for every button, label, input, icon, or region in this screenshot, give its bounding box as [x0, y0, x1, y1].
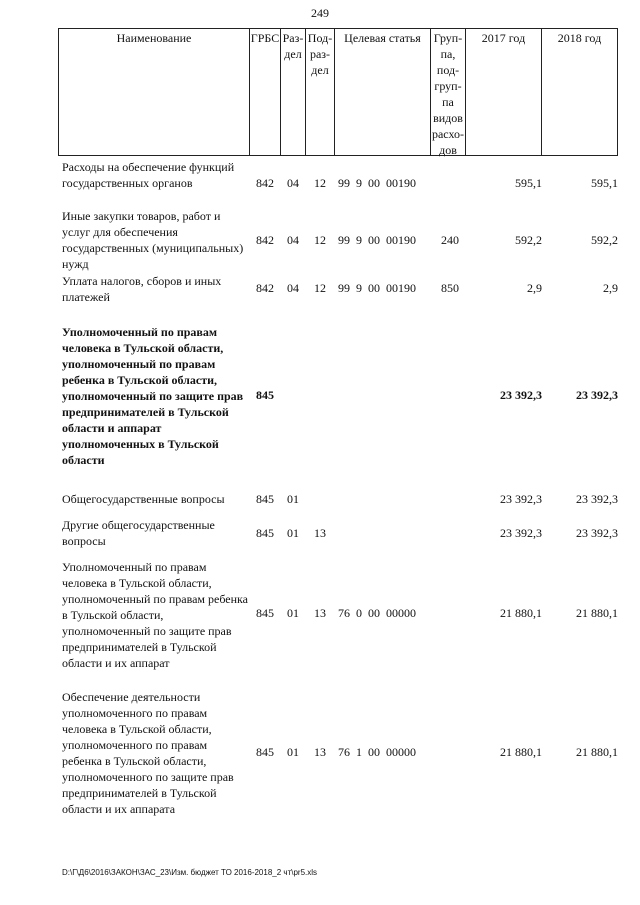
row-2017: 21 880,1 [500, 606, 542, 620]
row-grbs: 842 [256, 233, 274, 247]
row-2018: 592,2 [591, 233, 618, 247]
header-name: Наименование [116, 31, 192, 45]
row-grbs: 842 [256, 281, 274, 295]
header-year2-cell [541, 28, 618, 156]
row-podrazdel: 13 [314, 526, 326, 540]
row-target: 76 1 00 00000 [338, 745, 416, 759]
row-grbs: 845 [256, 606, 274, 620]
row-grbs: 845 [256, 526, 274, 540]
row-name: Обеспечение деятельности уполномоченного по правам человека в Тульской области, уполномоченного по правам ребенка в Тульской области, уполномоченного по защите прав предпринимателей в Тульской области и их аппарата [62, 690, 234, 816]
row-target: 99 9 00 00190 [338, 281, 416, 295]
row-2018: 21 880,1 [576, 606, 618, 620]
header-target: Целевая статья [344, 31, 421, 45]
header-group-cell [430, 28, 466, 156]
header-grbs: ГРБС [250, 31, 280, 45]
header-name-cell [58, 28, 250, 156]
row-2018: 21 880,1 [576, 745, 618, 759]
row-podrazdel: 13 [314, 606, 326, 620]
header-podrazdel-cell [305, 28, 335, 156]
row-razdel: 01 [287, 492, 299, 506]
header-grbs-cell [249, 28, 281, 156]
header-podrazdel: Под- раз- дел [307, 31, 333, 77]
footer-file-path: D:\Г\Д6\2016\ЗАКОН\ЗАС_23\Изм. бюджет ТО 2016-2018_2 чт\pr5.xls [62, 868, 318, 877]
header-target-cell [334, 28, 431, 156]
row-name: Иные закупки товаров, работ и услуг для обеспечения государственных (муниципальных) нужд [62, 209, 244, 271]
row-2018: 23 392,3 [576, 526, 618, 540]
header-razdel-cell [280, 28, 306, 156]
row-name: Расходы на обеспечение функций государственных органов [62, 160, 235, 190]
row-2018: 595,1 [591, 176, 618, 190]
header-year1: 2017 год [481, 31, 526, 45]
row-grbs: 845 [256, 492, 274, 506]
row-2018: 23 392,3 [576, 388, 618, 402]
row-name: Другие общегосударственные вопросы [62, 518, 215, 548]
page-number: 249 [311, 6, 329, 20]
row-2018: 2,9 [603, 281, 618, 295]
row-group: 240 [441, 233, 459, 247]
row-razdel: 04 [287, 176, 299, 190]
row-2017: 592,2 [515, 233, 542, 247]
row-group: 850 [441, 281, 459, 295]
row-target: 76 0 00 00000 [338, 606, 416, 620]
row-name: Уплата налогов, сборов и иных платежей [62, 274, 222, 304]
row-razdel: 01 [287, 606, 299, 620]
row-2017: 2,9 [527, 281, 542, 295]
row-grbs: 842 [256, 176, 274, 190]
header-year2: 2018 год [557, 31, 602, 45]
row-podrazdel: 12 [314, 176, 326, 190]
row-grbs: 845 [256, 745, 274, 759]
row-podrazdel: 13 [314, 745, 326, 759]
row-2017: 595,1 [515, 176, 542, 190]
row-2018: 23 392,3 [576, 492, 618, 506]
row-razdel: 01 [287, 526, 299, 540]
row-name: Уполномоченный по правам человека в Тульской области, уполномоченный по правам ребенка в Тульской области, уполномоченный по защите прав предпринимателей в Тульской области и их аппарат [62, 560, 249, 670]
row-razdel: 01 [287, 745, 299, 759]
row-target: 99 9 00 00190 [338, 176, 416, 190]
row-razdel: 04 [287, 233, 299, 247]
row-target: 99 9 00 00190 [338, 233, 416, 247]
row-grbs: 845 [256, 388, 274, 402]
row-name: Общегосударственные вопросы [62, 492, 225, 506]
header-razdel: Раз- дел [282, 31, 304, 61]
row-podrazdel: 12 [314, 281, 326, 295]
row-2017: 23 392,3 [500, 492, 542, 506]
header-year1-cell [465, 28, 542, 156]
row-2017: 23 392,3 [500, 388, 542, 402]
row-razdel: 04 [287, 281, 299, 295]
row-name: Уполномоченный по правам человека в Тульской области, уполномоченный по правам ребенка в Тульской области, уполномоченный по защите прав предпринимателей в Тульской области и аппарат уполномоченных в Тульской области [62, 325, 244, 467]
header-group: Груп- па, под- груп- па видов расхо- дов [431, 31, 465, 157]
row-2017: 23 392,3 [500, 526, 542, 540]
row-podrazdel: 12 [314, 233, 326, 247]
row-2017: 21 880,1 [500, 745, 542, 759]
